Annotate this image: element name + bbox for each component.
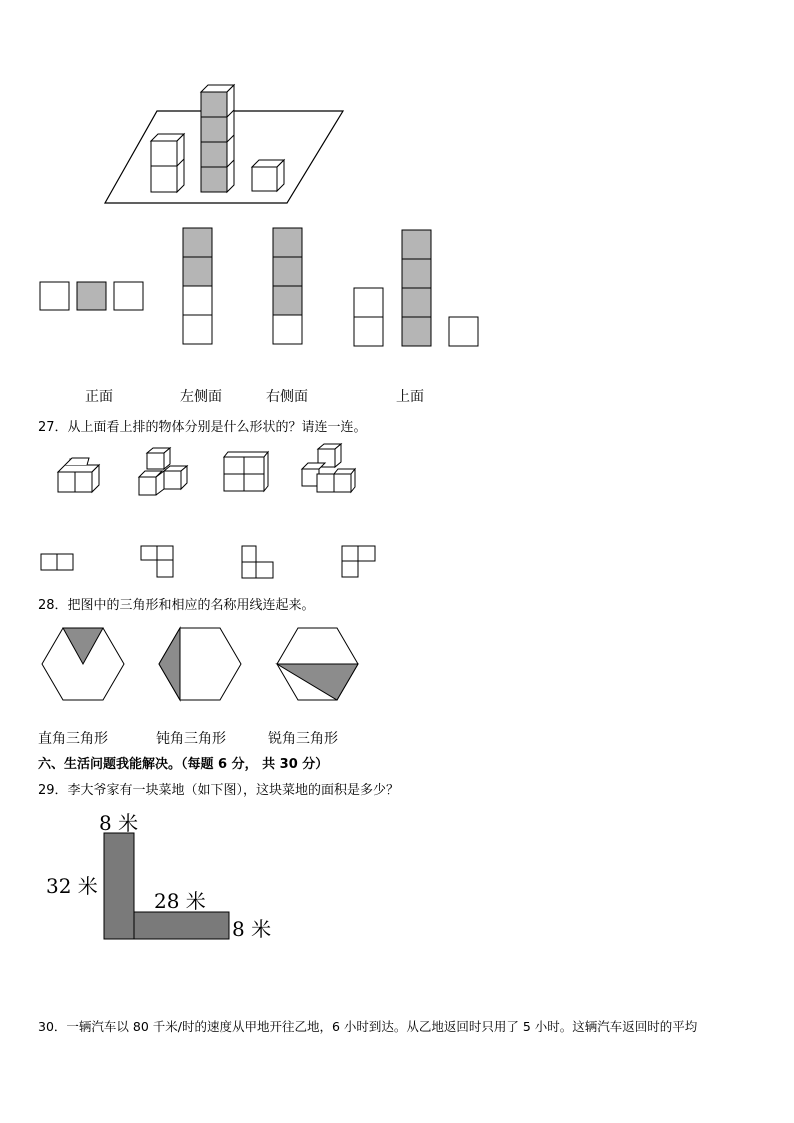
question-number: 28． [38, 598, 68, 613]
question-number: 30． [38, 1019, 67, 1034]
question-number: 27． [38, 420, 68, 435]
question-text: 一辆汽车以 80 千米/时的速度从甲地开往乙地，6 小时到达。从乙地返回时只用了 5 小时。这辆汽车返回时的平均 [66, 1019, 698, 1034]
question-number: 29． [38, 783, 68, 798]
question-text: 从上面看上排的物体分别是什么形状的？请连一连。 [67, 420, 367, 435]
dim-right-height: 8 米 [232, 917, 272, 941]
question-30 [38, 1017, 697, 1035]
question-text: 把图中的三角形和相应的名称用线连起来。 [67, 598, 315, 613]
view-label-left: 左侧面 [180, 389, 222, 405]
view-label-top: 上面 [396, 389, 424, 405]
dim-top-width: 8 米 [99, 811, 139, 835]
triangle-name-obtuse: 钝角三角形 [156, 731, 226, 747]
dim-inner-length: 28 米 [154, 889, 206, 913]
triangle-name-right: 直角三角形 [38, 731, 108, 747]
view-label-right: 右侧面 [266, 389, 308, 405]
question-text: 李大爷家有一块菜地（如下图），这块菜地的面积是多少？ [67, 783, 400, 798]
view-label-front: 正面 [85, 389, 113, 405]
dim-left-height: 32 米 [46, 874, 98, 898]
triangle-name-acute: 锐角三角形 [268, 731, 338, 747]
section-6-title: 六、生活问题我能解决。（每题 6 分， 共 30 分） [38, 757, 329, 772]
